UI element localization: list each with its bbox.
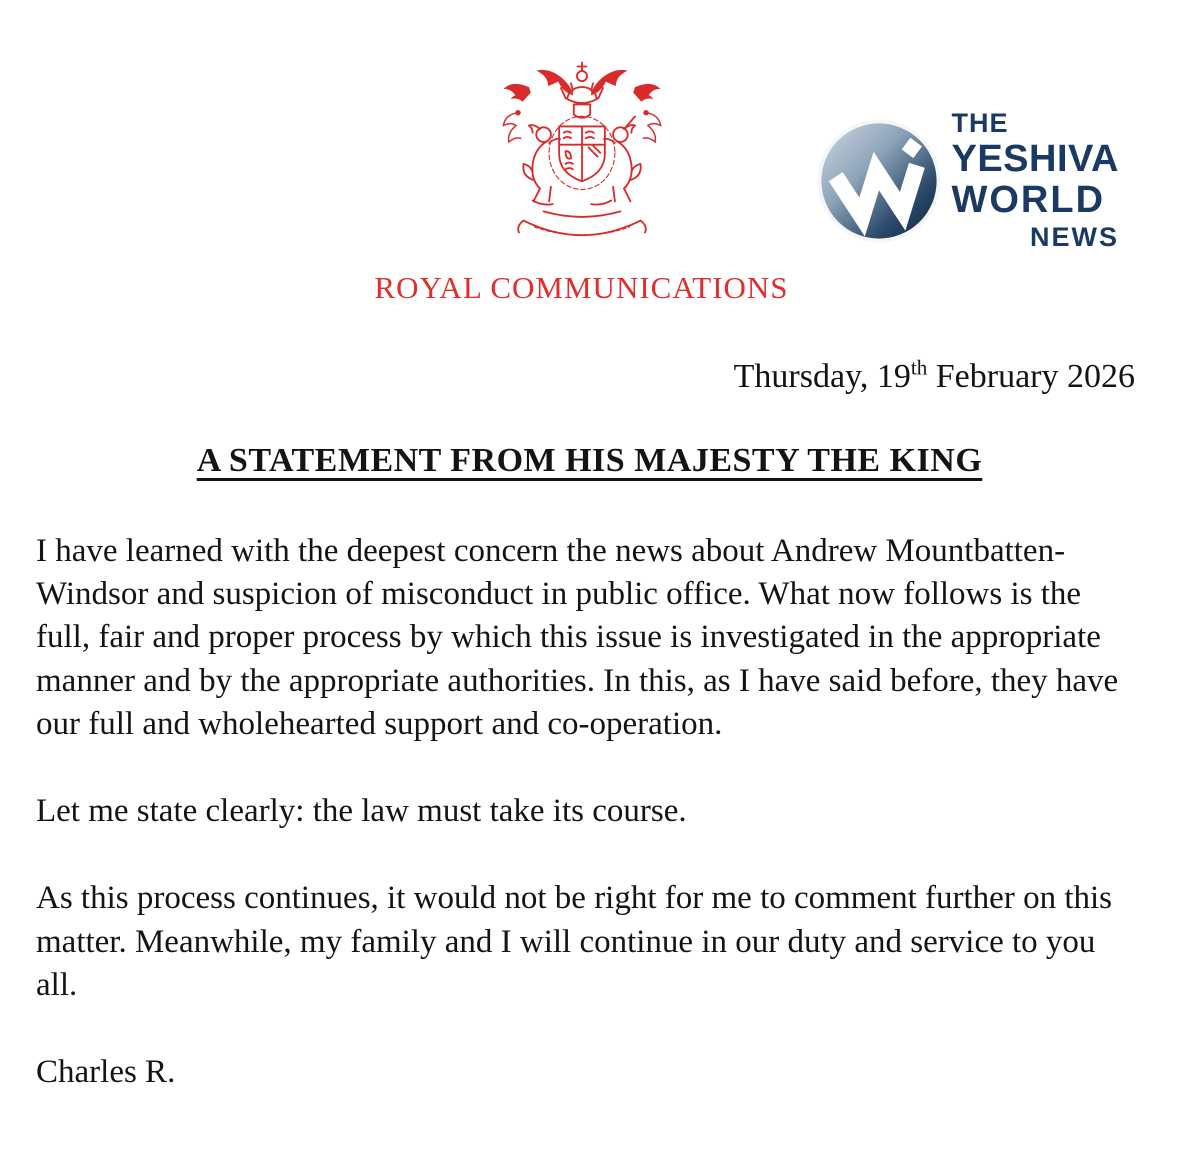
statement-title: A STATEMENT FROM HIS MAJESTY THE KING: [196, 442, 983, 479]
statement-body: [36, 530, 1139, 1094]
dateline-suffix: February 2026: [927, 358, 1135, 395]
statement-paragraph: Let me state clearly: the law must take its course.: [36, 793, 687, 830]
statement-paragraph: As this process continues, it would not be right for me to comment further on this matter. Meanwhile, my family and I will continue in our duty and service to you all.: [36, 880, 1112, 1003]
yeshiva-world-news-logo: [815, 110, 1119, 251]
royal-coat-of-arms-icon: [490, 56, 674, 248]
dateline-ordinal: th: [910, 355, 928, 380]
news-logo-the: THE: [951, 108, 1009, 138]
news-logo-text: [951, 110, 1119, 251]
org-name: ROYAL COMMUNICATIONS: [374, 270, 789, 305]
signature: Charles R.: [36, 1053, 176, 1090]
dateline: [0, 355, 1135, 396]
news-logo-yeshiva: YESHIVA: [951, 138, 1119, 180]
news-logo-world: WORLD: [951, 179, 1106, 221]
dateline-prefix: Thursday, 19: [733, 358, 911, 395]
crest-container: [490, 56, 674, 248]
yeshiva-world-globe-icon: [815, 117, 943, 245]
statement-paragraph: I have learned with the deepest concern the news about Andrew Mountbatten-Windsor and suspicion of misconduct in public office. What now follows is the full, fair and proper process by which this issue is investigated in the appropriate manner and by the appropriate authorities. In this, as I have said before, they have our full and wholehearted support and co-operation.: [36, 533, 1119, 742]
news-logo-news: NEWS: [1030, 222, 1119, 252]
